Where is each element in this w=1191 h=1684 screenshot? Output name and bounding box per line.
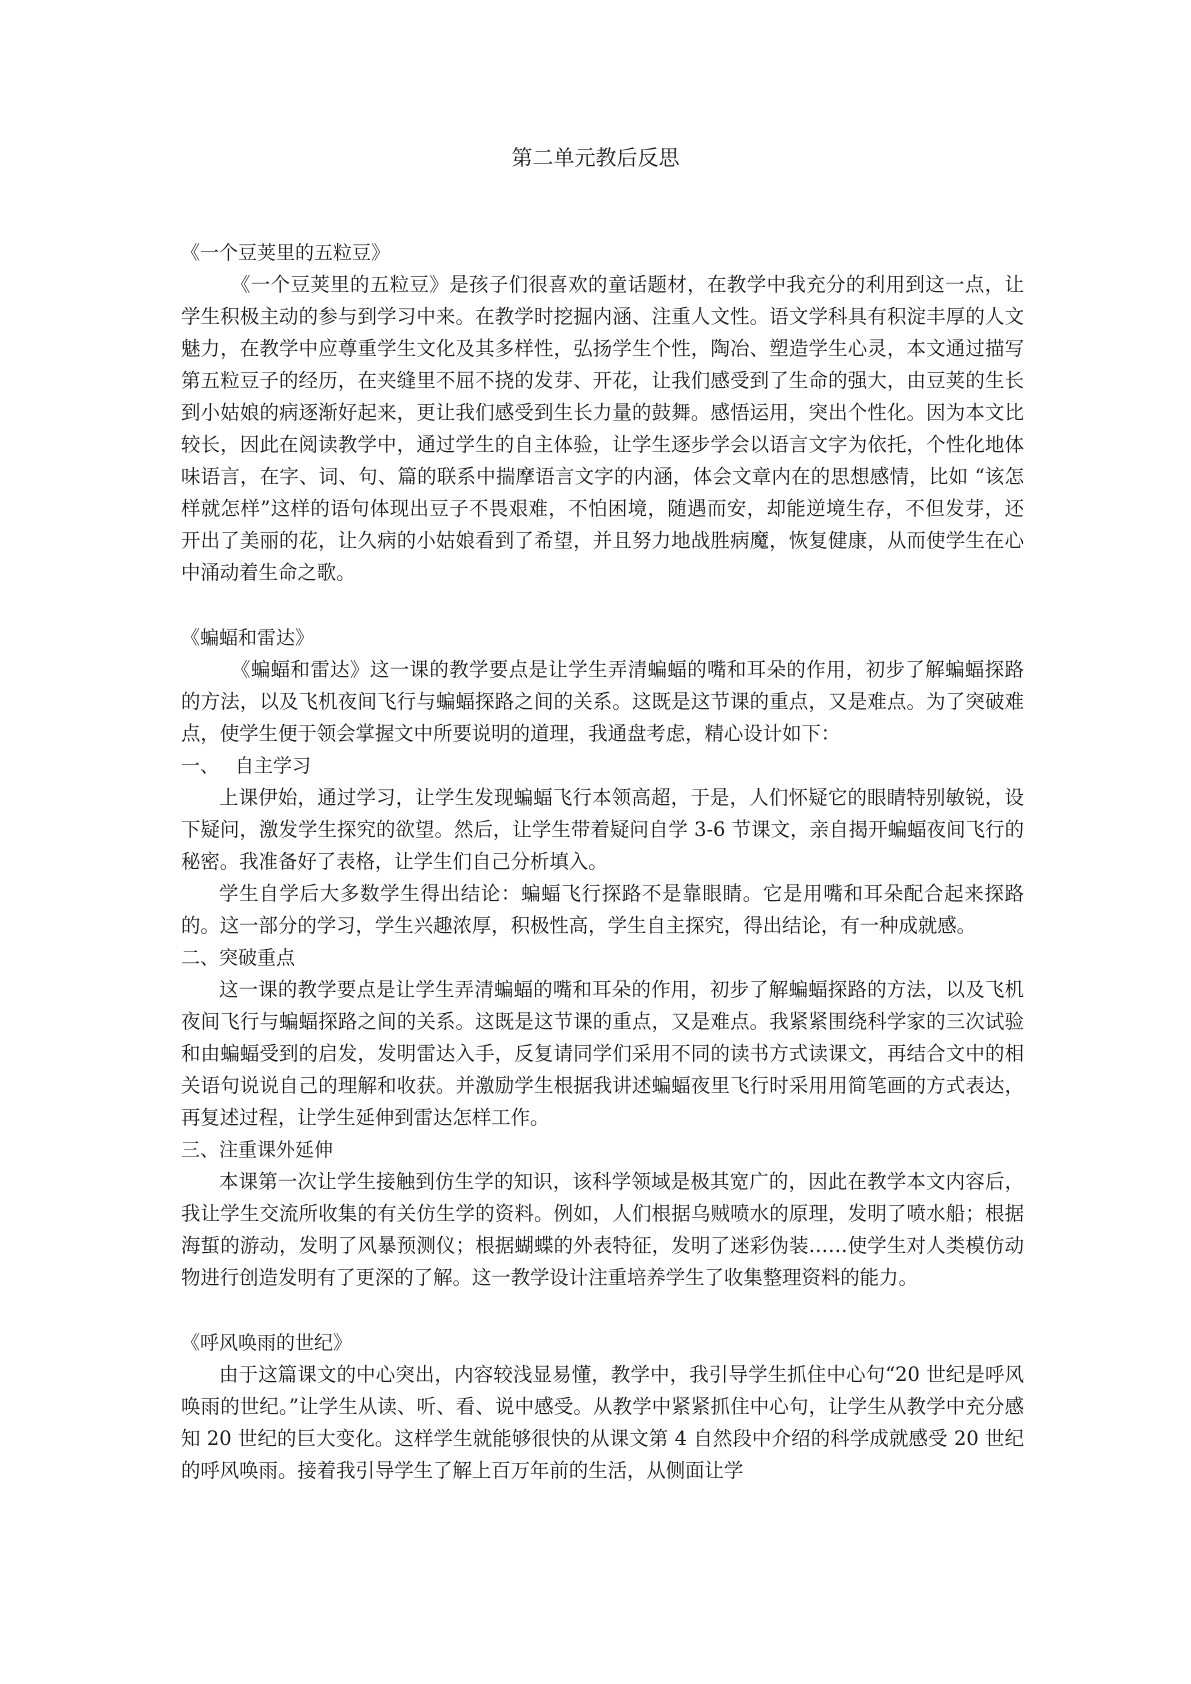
section-century-of-wind-and-rain [181,1327,1024,1487]
paragraph: 《蝙蝠和雷达》这一课的教学要点是让学生弄清蝙蝠的嘴和耳朵的作用，初步了解蝙蝠探路的方法，以及飞机夜间飞行与蝙蝠探路之间的关系。这既是这节课的重点，又是难点。为了突破难点，使学生便于领会掌握文中所要说明的道理，我通盘考虑，精心设计如下： [181,658,1024,745]
section-bats-and-radar [181,622,1024,1294]
section-five-peas [181,237,1024,589]
part-number: 一、 [181,755,220,777]
section-heading: 《蝙蝠和雷达》 [181,627,315,649]
document-body [181,237,1024,1487]
paragraph: 由于这篇课文的中心突出，内容较浅显易懂，教学中，我引导学生抓住中心句“20 世纪是呼风唤雨的世纪。”让学生从读、听、看、说中感受。从教学中紧紧抓住中心句，让学生从教学中充分感知 20 世纪的巨大变化。这样学生就能够很快的从课文第 4 自然段中介绍的科学成就感受 20 世纪的呼风唤雨。接着我引导学生了解上百万年前的生活，从侧面让学 [181,1363,1024,1482]
part-title: 自主学习 [235,755,312,777]
part-heading [181,942,1024,974]
section-heading: 《一个豆荚里的五粒豆》 [181,242,391,264]
section-heading: 《呼风唤雨的世纪》 [181,1332,353,1354]
document-title: 第二单元教后反思 [511,146,680,170]
paragraph: 《一个豆荚里的五粒豆》是孩子们很喜欢的童话题材，在教学中我充分的利用到这一点，让学生积极主动的参与到学习中来。在教学时挖掘内涵、注重人文性。语文学科具有积淀丰厚的人文魅力，在教学中应尊重学生文化及其多样性，弘扬学生个性，陶冶、塑造学生心灵，本文通过描写第五粒豆子的经历，在夹缝里不屈不挠的发芽、开花，让我们感受到了生命的强大，由豆荚的生长到小姑娘的病逐渐好起来，更让我们感受到生长力量的鼓舞。感悟运用，突出个性化。因为本文比较长，因此在阅读教学中，通过学生的自主体验，让学生逐步学会以语言文字为依托，个性化地体味语言，在字、词、句、篇的联系中揣摩语言文字的内涵，体会文章内在的思想感情，比如 “该怎样就怎样”这样的语句体现出豆子不畏艰难，不怕困境，随遇而安，却能逆境生存，不但发芽，还开出了美丽的花，让久病的小姑娘看到了希望，并且努力地战胜病魔，恢复健康，从而使学生在心中涌动着生命之歌。 [181,273,1024,584]
part-title: 突破重点 [219,947,296,969]
paragraph: 学生自学后大多数学生得出结论：蝙蝠飞行探路不是靠眼睛。它是用嘴和耳朵配合起来探路的。这一部分的学习，学生兴趣浓厚，积极性高，学生自主探究，得出结论，有一种成就感。 [181,882,1024,937]
part-heading [181,1134,1024,1166]
paragraph: 这一课的教学要点是让学生弄清蝙蝠的嘴和耳朵的作用，初步了解蝙蝠探路的方法，以及飞机夜间飞行与蝙蝠探路之间的关系。这既是这节课的重点，又是难点。我紧紧围绕科学家的三次试验和由蝙蝠受到的启发，发明雷达入手，反复请同学们采用不同的读书方式读课文，再结合文中的相关语句说说自己的理解和收获。并激励学生根据我讲述蝙蝠夜里飞行时采用用简笔画的方式表达，再复述过程，让学生延伸到雷达怎样工作。 [181,978,1024,1129]
paragraph: 上课伊始，通过学习，让学生发现蝙蝠飞行本领高超，于是，人们怀疑它的眼睛特别敏锐，设下疑问，激发学生探究的欲望。然后，让学生带着疑问自学 3-6 节课文，亲自揭开蝙蝠夜间飞行的秘密。我准备好了表格，让学生们自己分析填入。 [181,786,1024,873]
part-number: 二、 [181,947,220,969]
part-heading [181,750,1024,782]
paragraph: 本课第一次让学生接触到仿生学的知识，该科学领域是极其宽广的，因此在教学本文内容后，我让学生交流所收集的有关仿生学的资料。例如，人们根据乌贼喷水的原理，发明了喷水船；根据海蜇的游动，发明了风暴预测仪；根据蝴蝶的外表特征，发明了迷彩伪装……使学生对人类模仿动物进行创造发明有了更深的了解。这一教学设计注重培养学生了收集整理资料的能力。 [181,1170,1024,1289]
part-title: 注重课外延伸 [219,1139,334,1161]
part-number: 三、 [181,1139,220,1161]
